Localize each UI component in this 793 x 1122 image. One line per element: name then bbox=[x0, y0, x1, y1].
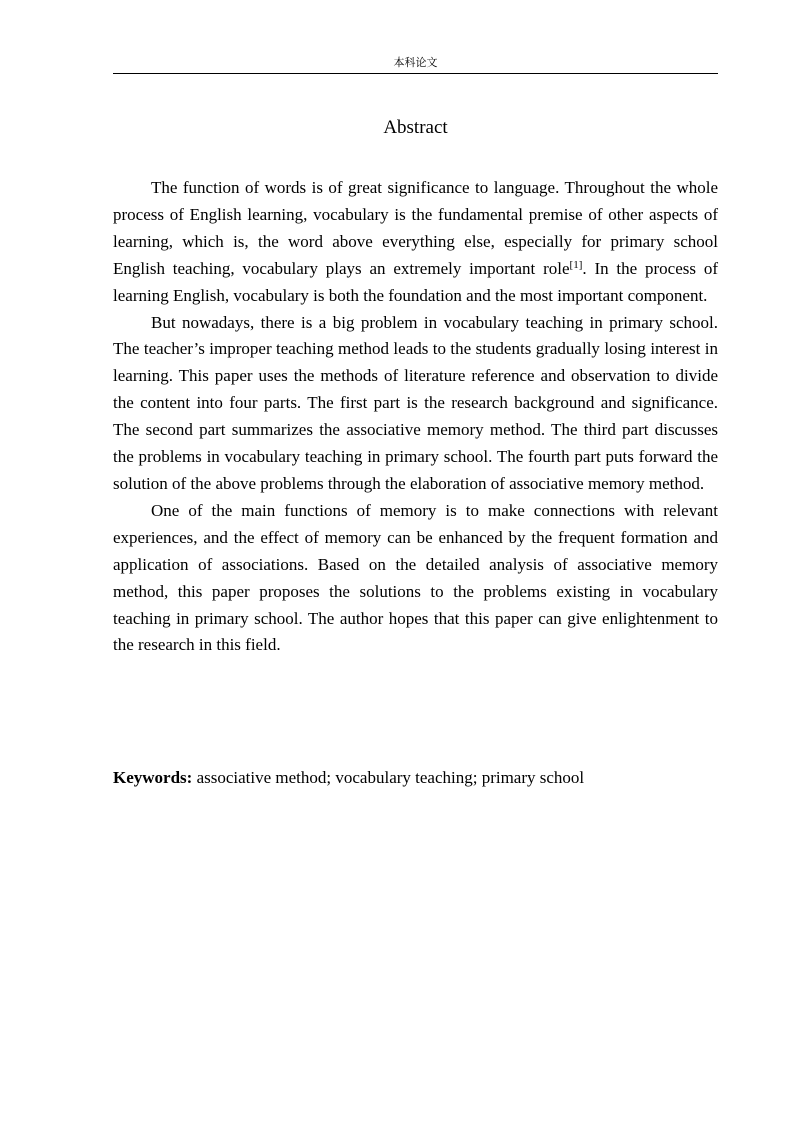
keywords-label: Keywords: bbox=[113, 768, 193, 787]
header-divider bbox=[113, 73, 718, 74]
abstract-paragraph-1 bbox=[113, 175, 718, 310]
citation-reference[interactable]: [1] bbox=[569, 258, 583, 271]
paragraph-1-text: The function of words is of great significance to language. Throughout the whole process of English learning, vocabulary is the fundamental premise of other aspects of learning, which is, the word above everything else, especially for primary school English teaching, vocabulary plays an extremely important role bbox=[113, 178, 718, 278]
paragraph-1-text-continued: . In the process of learning English, vocabulary is both the foundation and the most important component. bbox=[113, 258, 718, 305]
page-header: 本科论文 bbox=[393, 56, 438, 69]
keywords-line bbox=[113, 765, 718, 791]
abstract-title: Abstract bbox=[383, 117, 448, 138]
keywords-text: associative method; vocabulary teaching; primary school bbox=[192, 768, 585, 787]
abstract-body bbox=[113, 175, 718, 659]
abstract-paragraph-2: But nowadays, there is a big problem in vocabulary teaching in primary school. The teacher’s improper teaching method leads to the students gradually losing interest in learning. This paper uses the methods of literature reference and observation to divide the content into four parts. The first part is the research background and significance. The second part summarizes the associative memory method. The third part discusses the problems in vocabulary teaching in primary school. The fourth part puts forward the solution of the above problems through the elaboration of associative memory method. bbox=[113, 312, 718, 493]
abstract-paragraph-3: One of the main functions of memory is to make connections with relevant experiences, and the effect of memory can be enhanced by the frequent formation and application of associations. Based on the detailed analysis of associative memory method, this paper proposes the solutions to the problems existing in vocabulary teaching in primary school. The author hopes that this paper can give enlightenment to the research in this field. bbox=[113, 500, 718, 655]
